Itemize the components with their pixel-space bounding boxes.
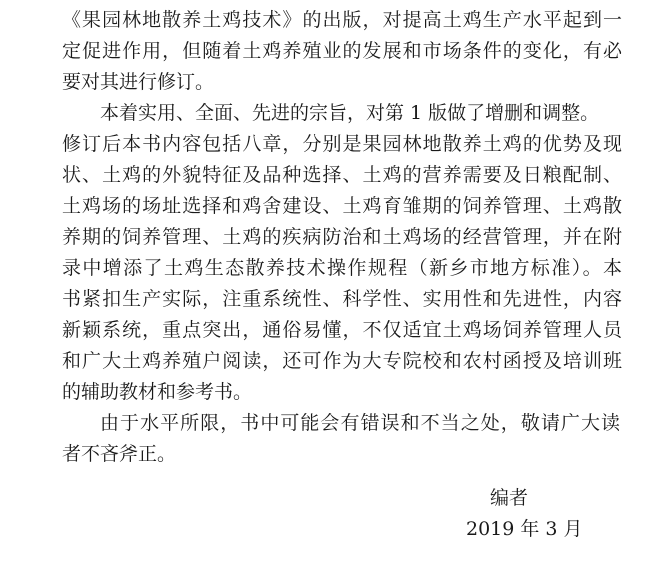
text-line: 和广大土鸡养殖户阅读，还可作为大专院校和农村函授及培训班 <box>62 350 622 372</box>
text-line: 修订后本书内容包括八章，分别是果园林地散养土鸡的优势及现 <box>62 133 622 155</box>
text-line: 状、土鸡的外貌特征及品种选择、土鸡的营养需要及日粮配制、 <box>62 164 622 186</box>
text-line: 要对其进行修订。 <box>62 71 215 93</box>
text-line: 土鸡场的场址选择和鸡舍建设、土鸡育雏期的饲养管理、土鸡散 <box>62 195 622 217</box>
text-line: 本着实用、全面、先进的宗旨，对第 1 版做了增删和调整。 <box>100 102 600 124</box>
signature-author: 编者 <box>490 487 529 509</box>
text-line: 养期的饲养管理、土鸡的疾病防治和土鸡场的经营管理，并在附 <box>62 226 622 248</box>
text-line: 新颖系统，重点突出，通俗易懂，不仅适宜土鸡场饲养管理人员 <box>62 319 622 341</box>
text-line: 者不吝斧正。 <box>62 443 177 465</box>
text-line: 定促进作用，但随着土鸡养殖业的发展和市场条件的变化，有必 <box>62 40 622 62</box>
text-line: 书紧扣生产实际，注重系统性、科学性、实用性和先进性，内容 <box>62 288 622 310</box>
text-line: 的辅助教材和参考书。 <box>62 381 253 403</box>
text-line: 由于水平所限，书中可能会有错误和不当之处，敬请广大读 <box>100 412 620 434</box>
signature-date: 2019 年 3 月 <box>466 518 583 540</box>
text-line: 《果园林地散养土鸡技术》的出版，对提高土鸡生产水平起到一 <box>62 9 622 31</box>
text-line: 录中增添了土鸡生态散养技术操作规程（新乡市地方标准）。本 <box>62 257 622 279</box>
